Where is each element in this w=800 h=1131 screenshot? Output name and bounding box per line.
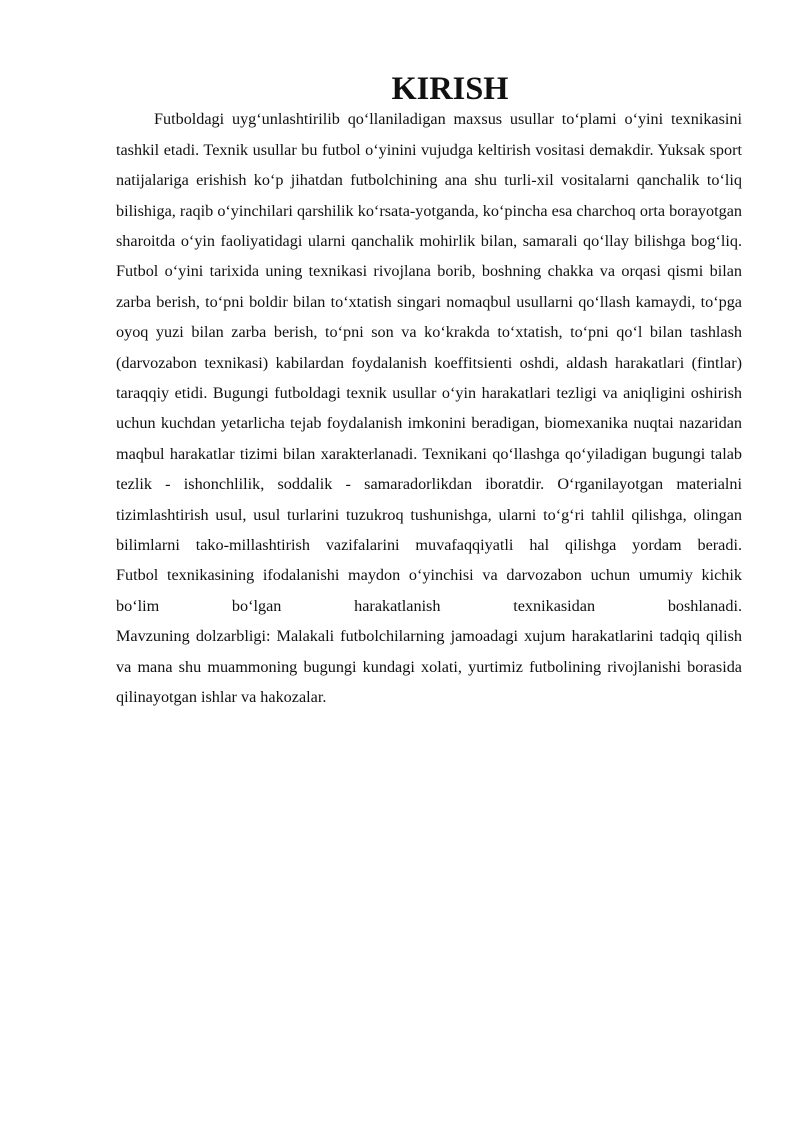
paragraph-relevance: Mavzuning dolzarbligi: Malakali futbolchilarning jamoadagi xujum harakatlarini tadqiq qilish va mana shu muammoning bugungi kundagi xolati, yurtimiz futbolining rivojlanishi borasida qilinayotgan ishlar va hakozalar. <box>116 627 742 707</box>
paragraph-technique: Futbol texnikasining ifodalanishi maydon o‘yinchisi va darvozabon uchun umumiy kichik bo‘lim bo‘lgan harakatlanish texnikasidan boshlanadi. <box>116 566 742 615</box>
document-title: KIRISH <box>391 71 509 107</box>
document-page <box>116 71 742 713</box>
paragraph-intro: Futboldagi uyg‘unlashtirilib qo‘llaniladigan maxsus usullar to‘plami o‘yini texnikasini tashkil etadi. Texnik usullar bu futbol o‘yinini vujudga keltirish vositasi demakdir. Yuksak sport natijalariga erishish ko‘p jihatdan futbolchining ana shu turli-xil vositalarni qanchalik to‘liq bilishiga, raqib o‘yinchilari qarshilik ko‘rsata-yotganda, ko‘pincha esa charchoq orta borayotgan sharoitda o‘yin faoliyatidagi ularni qanchalik mohirlik bilan, samarali qo‘llay bilishga bog‘liq. Futbol o‘yini tarixida uning texnikasi rivojlana borib, boshning chakka va orqasi qismi bilan zarba berish, to‘pni boldir bilan to‘xtatish singari nomaqbul usullarni qo‘llash kamaydi, to‘pga oyoq yuzi bilan zarba berish, to‘pni son va ko‘krakda to‘xtatish, to‘pni qo‘l bilan tashlash (darvozabon texnikasi) kabilardan foydalanish koeffitsienti oshdi, aldash harakatlari (fintlar) taraqqiy etidi. Bugungi futboldagi texnik usullar o‘yin harakatlari tezligi va aniqligini oshirish uchun kuchdan yetarlicha tejab foydalanish imkonini beradigan, biomexanika nuqtai nazaridan maqbul harakatlar tizimi bilan xarakterlanadi. Texnikani qo‘llashga qo‘yiladigan bugungi talab tezlik - ishonchlilik, soddalik - samaradorlikdan iboratdir. O‘rganilayotgan materialni tizimlashtirish usul, usul turlarini tuzukroq tushunishga, ularni to‘g‘ri tahlil qilishga, olingan bilimlarni tako-millashtirish vazifalarini muvafaqqiyatli hal qilishga yordam beradi. <box>116 110 742 555</box>
